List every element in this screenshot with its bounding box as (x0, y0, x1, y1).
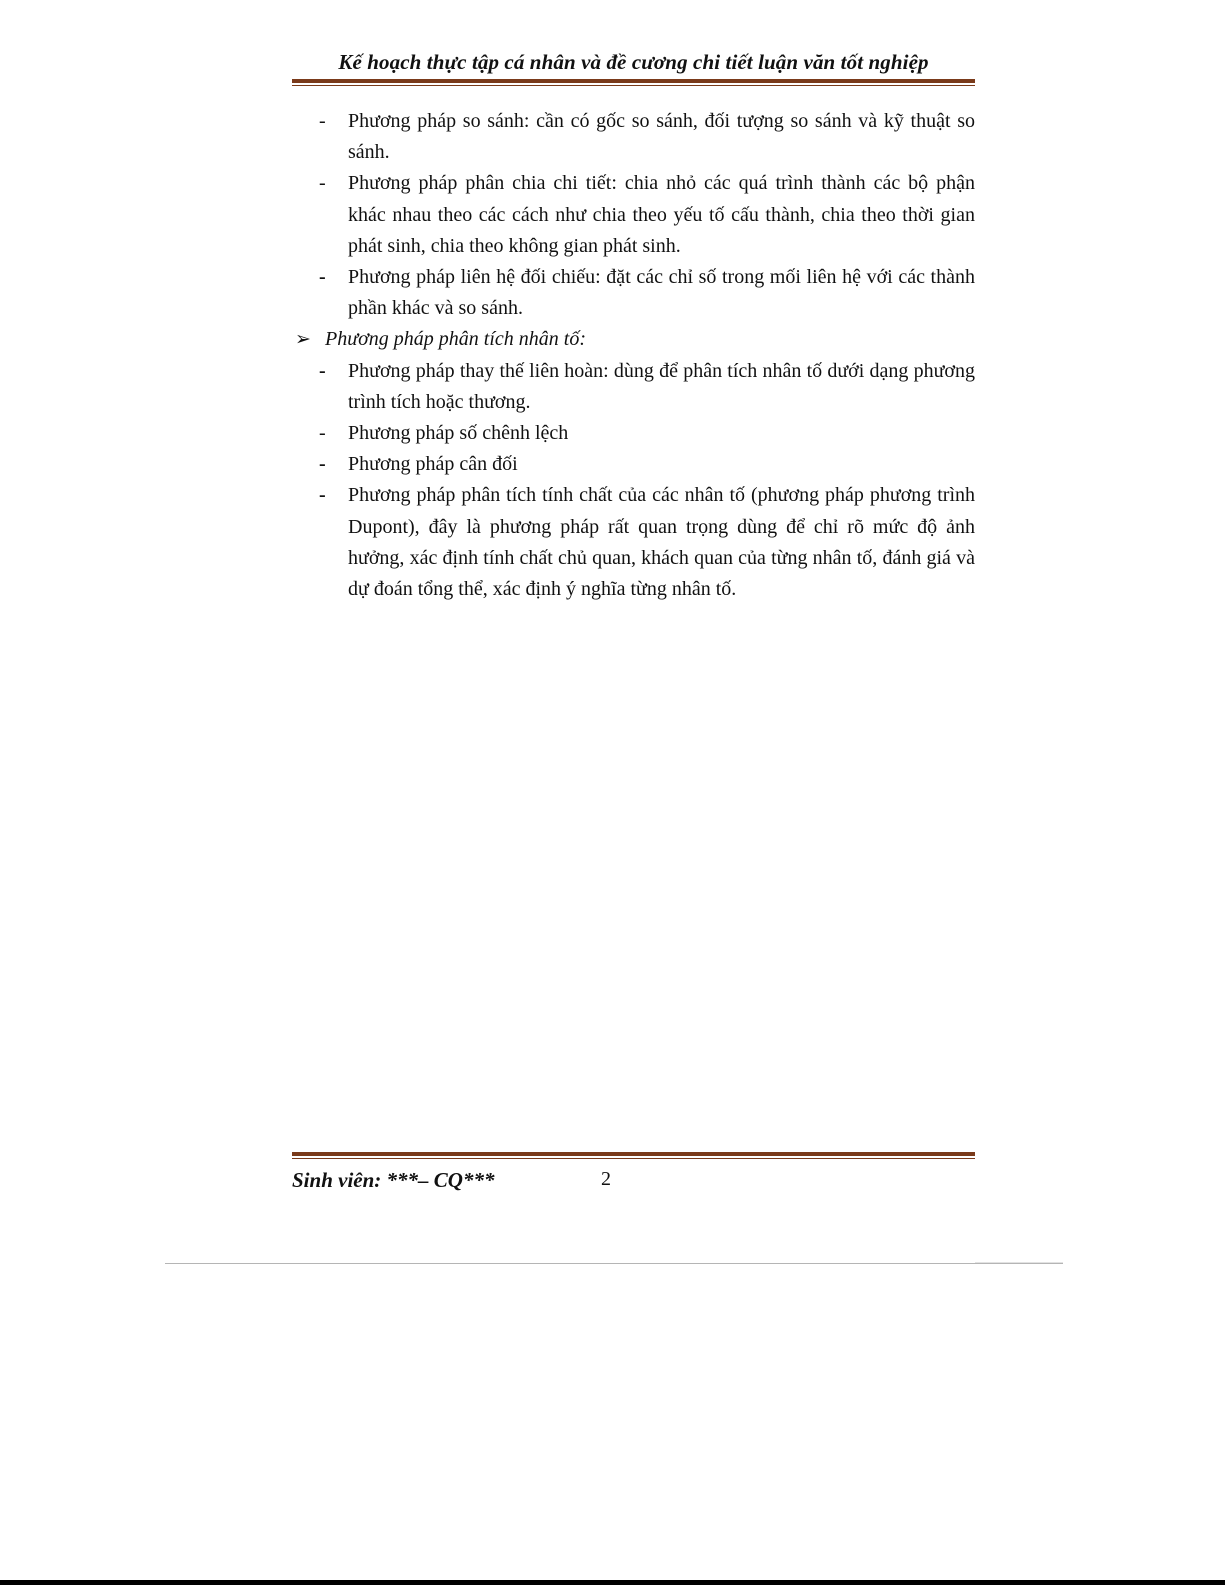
arrow-bullet-icon: ➢ (295, 329, 311, 351)
list-marker: - (319, 359, 326, 382)
list-item-text: Phương pháp liên hệ đối chiếu: đặt các chỉ số trong mối liên hệ với các thành phần khác và so sánh. (348, 266, 975, 320)
list-item-text: Phương pháp số chênh lệch (348, 422, 569, 445)
footer-rule-thin (292, 1158, 975, 1159)
list-marker: - (319, 172, 326, 195)
list-item-text: Phương pháp phân chia chi tiết: chia nhỏ các quá trình thành các bộ phận khác nhau theo các cách như chia theo yếu tố cấu thành, chia theo thời gian phát sinh, chia theo không gian phát sinh. (348, 172, 975, 257)
list-marker: - (319, 266, 326, 289)
list-marker: - (319, 453, 326, 476)
list-item (295, 262, 975, 324)
footer-student: Sinh viên: ***– CQ*** (292, 1168, 495, 1192)
page-boundary-faint (975, 1262, 1063, 1263)
list-item (295, 418, 975, 449)
list-marker: - (319, 422, 326, 445)
bottom-edge-bar (0, 1580, 1225, 1585)
document-body (295, 106, 975, 605)
list-item (295, 449, 975, 480)
header-rule-thick (292, 79, 975, 83)
page-number: 2 (601, 1168, 611, 1190)
list-item-text: Phương pháp so sánh: cần có gốc so sánh, đối tượng so sánh và kỹ thuật so sánh. (348, 110, 975, 164)
list-item-text: Phương pháp cân đối (348, 453, 518, 476)
page-boundary (165, 1263, 1063, 1264)
list-item (295, 480, 975, 605)
list-item (295, 168, 975, 262)
list-item (295, 106, 975, 168)
section-heading-text: Phương pháp phân tích nhân tố: (325, 328, 587, 351)
header-title: Kế hoạch thực tập cá nhân và đề cương chi tiết luận văn tốt nghiệp (338, 50, 929, 74)
header-rule-thin (292, 85, 975, 86)
list-item (295, 356, 975, 418)
list-item-text: Phương pháp thay thế liên hoàn: dùng để phân tích nhân tố dưới dạng phương trình tích hoặc thương. (348, 359, 975, 413)
list-marker: - (319, 110, 326, 132)
list-item-text: Phương pháp phân tích tính chất của các nhân tố (phương pháp phương trình Dupont), đây là phương pháp rất quan trọng dùng để chỉ rõ mức độ ảnh hưởng, xác định tính chất chủ quan, khách quan của từng nhân tố, đánh giá và dự đoán tổng thể, xác định ý nghĩa từng nhân tố. (348, 484, 975, 601)
list-marker: - (319, 484, 326, 507)
section-heading (295, 324, 975, 355)
footer-rule-thick (292, 1152, 975, 1156)
